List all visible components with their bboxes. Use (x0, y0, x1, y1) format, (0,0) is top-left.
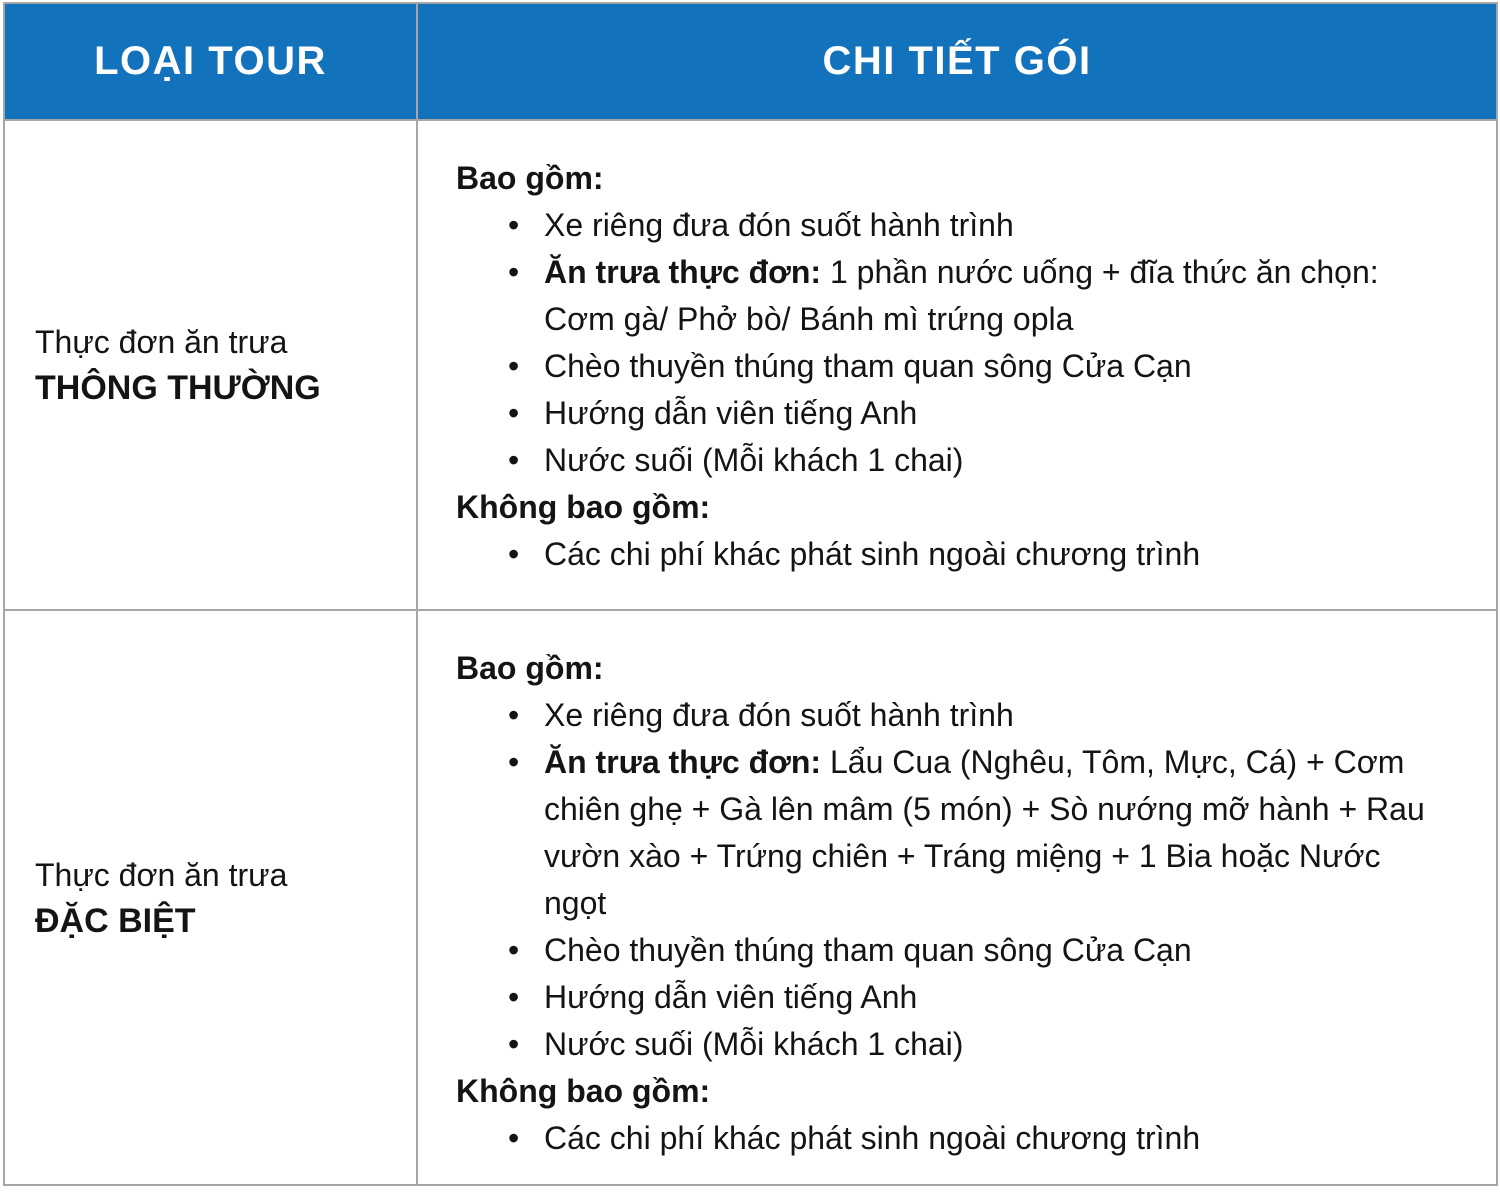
tour-type-cell (4, 120, 417, 610)
detail-list-item: • Hướng dẫn viên tiếng Anh (456, 974, 1436, 1021)
includes-list (456, 692, 1436, 1068)
detail-list-item: • Nước suối (Mỗi khách 1 chai) (456, 437, 1436, 484)
table-row (4, 120, 1497, 610)
excludes-label: Không bao gồm: (456, 1073, 711, 1109)
detail-list-item: • Xe riêng đưa đón suốt hành trình (456, 692, 1436, 739)
tour-type-name: Thực đơn ăn trưa (35, 324, 288, 360)
tour-type-variant: THÔNG THƯỜNG (35, 369, 321, 407)
tour-type-cell (4, 610, 417, 1185)
detail-list-item: • Các chi phí khác phát sinh ngoài chương trình (456, 1115, 1436, 1162)
table-body (4, 120, 1497, 1185)
detail-list-item: • Xe riêng đưa đón suốt hành trình (456, 202, 1436, 249)
header-row (4, 3, 1497, 120)
header-cell-package-detail: CHI TIẾT GÓI (417, 3, 1497, 120)
header-cell-tour-type: LOẠI TOUR (4, 3, 417, 120)
excludes-label: Không bao gồm: (456, 489, 711, 525)
detail-list-item: • Chèo thuyền thúng tham quan sông Cửa Cạn (456, 343, 1436, 390)
includes-label: Bao gồm: (456, 650, 604, 686)
package-detail-cell (417, 120, 1497, 610)
includes-list (456, 202, 1436, 484)
detail-list-item: • Ăn trưa thực đơn: Lẩu Cua (Nghêu, Tôm, Mực, Cá) + Cơm chiên ghẹ + Gà lên mâm (5 món) + Sò nướng mỡ hành + Rau vườn xào + Trứng chiên + Tráng miệng + 1 Bia hoặc Nước ngọt (456, 739, 1436, 927)
detail-list-item: • Nước suối (Mỗi khách 1 chai) (456, 1021, 1436, 1068)
excludes-list (456, 1115, 1436, 1162)
tour-package-table (3, 2, 1498, 1186)
detail-item-bold-prefix: Ăn trưa thực đơn: (544, 744, 830, 780)
includes-label: Bao gồm: (456, 160, 604, 196)
detail-list-item: • Chèo thuyền thúng tham quan sông Cửa Cạn (456, 927, 1436, 974)
detail-item-bold-prefix: Ăn trưa thực đơn: (544, 254, 830, 290)
detail-list-item: • Các chi phí khác phát sinh ngoài chương trình (456, 531, 1436, 578)
excludes-list (456, 531, 1436, 578)
table-header (4, 3, 1497, 120)
table-row (4, 610, 1497, 1185)
detail-list-item: • Ăn trưa thực đơn: 1 phần nước uống + đĩa thức ăn chọn: Cơm gà/ Phở bò/ Bánh mì trứng opla (456, 249, 1436, 343)
tour-type-variant: ĐẶC BIỆT (35, 901, 196, 940)
tour-type-name: Thực đơn ăn trưa (35, 856, 288, 893)
detail-list-item: • Hướng dẫn viên tiếng Anh (456, 390, 1436, 437)
package-detail-cell (417, 610, 1497, 1185)
